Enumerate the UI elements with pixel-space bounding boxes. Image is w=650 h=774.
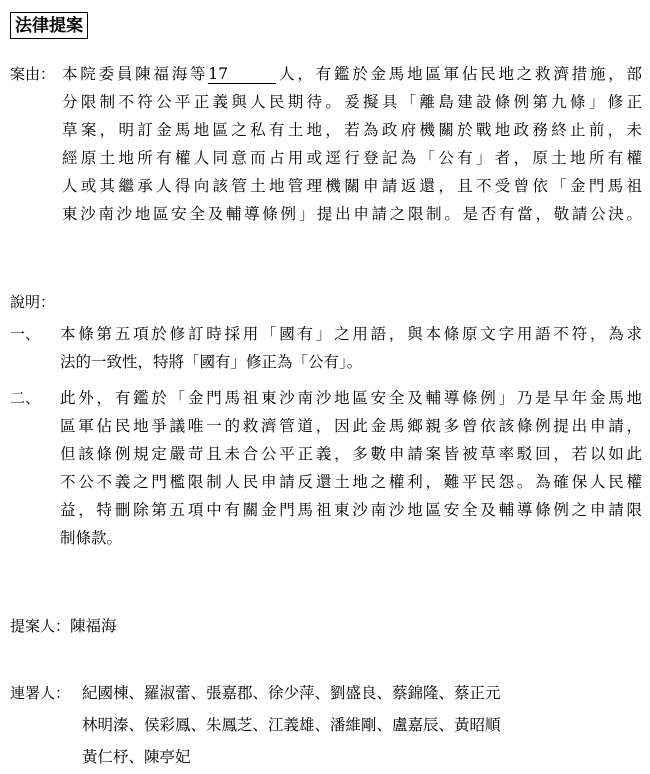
- cosigners-line: 林明溱、侯彩鳳、朱鳳芝、江義雄、潘維剛、盧嘉辰、黃昭順: [82, 716, 501, 734]
- case-line: 東沙南沙地區安全及輔導條例」提出申請之限制。是否有當，敬請公決。: [62, 205, 642, 223]
- cosigners-label: 連署人：: [10, 684, 71, 702]
- explanation-item-2: [10, 384, 642, 552]
- cosigners-list: [82, 677, 501, 773]
- explanation-section: [10, 288, 642, 316]
- explanation-label: 說明：: [10, 293, 56, 311]
- item-line: 制條款。: [60, 529, 123, 547]
- item-line: 益，特刪除第五項中有關金門馬祖東沙南沙地區安全及輔導條例之申請限: [60, 501, 642, 519]
- case-line1-before: 本院委員陳福海等: [62, 65, 209, 83]
- case-text: [62, 60, 642, 228]
- case-line: 人或其繼承人得向該管土地管理機關申請返還，且不受曾依「金門馬祖: [62, 177, 642, 195]
- case-line1-after: 人，有鑑於金馬地區軍佔民地之救濟措施，部: [276, 65, 642, 83]
- proposer-label: 提案人：: [10, 617, 71, 635]
- item-line: 法的一致性，特將「國有」修正為「公有」。: [60, 353, 363, 371]
- proposer-section: [10, 612, 642, 640]
- cosigners-line: 紀國棟、羅淑蕾、張嘉郡、徐少萍、劉盛良、蔡錦隆、蔡正元: [82, 684, 501, 702]
- explanation-item-1: [10, 320, 642, 376]
- case-line: 經原土地所有權人同意而占用或逕行登記為「公有」者，原土地所有權: [62, 149, 642, 167]
- item-number: 二、: [10, 389, 41, 407]
- item-line: 此外，有鑑於「金門馬祖東沙南沙地區安全及輔導條例」乃是早年金馬地: [60, 389, 642, 407]
- item-line: 本條第五項於修訂時採用「國有」之用語，與本條原文字用語不符，為求: [60, 325, 642, 343]
- proposer-name: 陳福海: [70, 617, 117, 635]
- item-line: 不公不義之門檻限制人民申請反還土地之權利，難平民怨。為確保人民權: [60, 473, 642, 491]
- item-line: 區軍佔民地爭議唯一的救濟管道，因此金馬鄉親多曾依該條例提出申請，: [60, 417, 642, 435]
- case-line: 草案，明訂金馬地區之私有土地，若為政府機關於戰地政務終止前，未: [62, 121, 642, 139]
- case-line: 分限制不符公平正義與人民期待。爰擬具「離島建設條例第九條」修正: [62, 93, 642, 111]
- item-text: [60, 320, 642, 376]
- case-line-1: [62, 60, 642, 88]
- item-number: 一、: [10, 325, 41, 343]
- case-section: [10, 60, 642, 228]
- cosigners-line: 黃仁杼、陳亭妃: [82, 748, 191, 766]
- case-label: 案由：: [10, 65, 56, 83]
- item-text: [60, 384, 642, 552]
- item-line: 但該條例規定嚴苛且未合公平正義，多數申請案皆被草率駁回，若以如此: [60, 445, 642, 463]
- document-title: 法律提案: [10, 12, 88, 39]
- cosponsor-count: 17: [208, 65, 276, 84]
- cosigners-section: [10, 677, 642, 773]
